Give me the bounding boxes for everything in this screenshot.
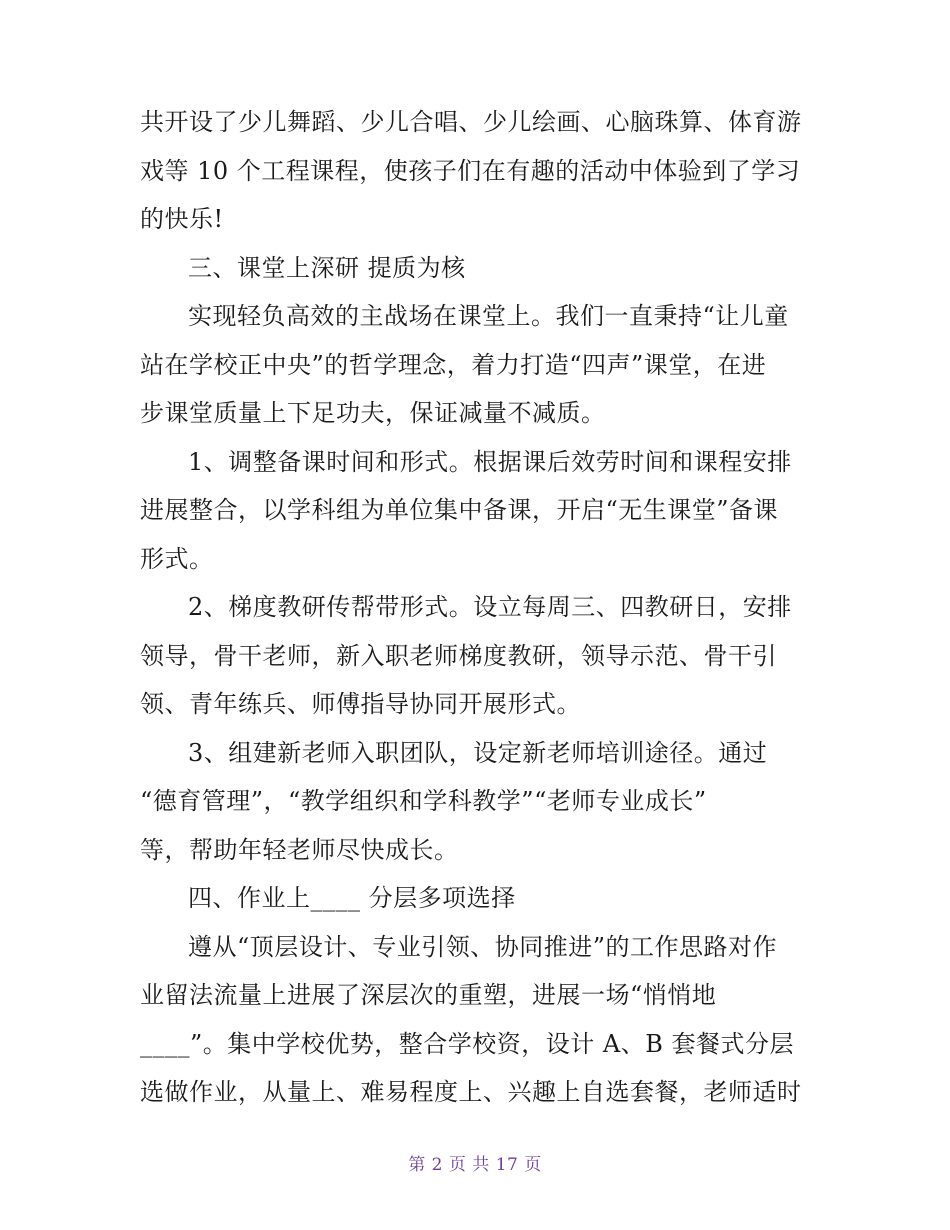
page-number-footer: 第 2 页 共 17 页 bbox=[408, 1155, 542, 1175]
text-line: 实现轻负高效的主战场在课堂上。我们一直秉持“让儿童 bbox=[188, 302, 789, 330]
text-line: 等，帮助年轻老师尽快成长。 bbox=[140, 835, 459, 864]
section-heading: 三、课堂上深研 提质为核 bbox=[188, 253, 466, 282]
text-line: 选做作业，从量上、难易程度上、兴趣上自选套餐，老师适时 bbox=[140, 1078, 802, 1106]
text-line: “德育管理”，“教学组织和学科教学”“老师专业成长” bbox=[140, 787, 707, 815]
text-line: 3、组建新老师入职团队，设定新老师培训途径。通过 bbox=[188, 738, 768, 767]
text-line: 遵从“顶层设计、专业引领、协同推进”的工作思路对作 bbox=[188, 932, 778, 961]
text-line: 形式。 bbox=[140, 544, 214, 573]
text-line: 进展整合，以学科组为单位集中备课，开启“无生课堂”备课 bbox=[140, 496, 779, 524]
section-heading: 四、作业上____ 分层多项选择 bbox=[188, 884, 516, 912]
text-line: 步课堂质量上下足功夫，保证减量不减质。 bbox=[140, 399, 606, 427]
text-line: 戏等 10 个工程课程，使孩子们在有趣的活动中体验到了学习 bbox=[140, 156, 801, 185]
text-line: 的快乐! bbox=[140, 205, 224, 233]
text-line: ____”。集中学校优势，整合学校资，设计 A、B 套餐式分层 bbox=[140, 1029, 794, 1058]
text-line: 领、青年练兵、师傅指导协同开展形式。 bbox=[140, 690, 581, 718]
body-text bbox=[140, 98, 815, 1117]
text-line: 1、调整备课时间和形式。根据课后效劳时间和课程安排 bbox=[188, 447, 792, 476]
text-line: 2、梯度教研传帮带形式。设立每周三、四教研日，安排 bbox=[188, 593, 792, 621]
text-block bbox=[140, 98, 815, 1117]
text-line: 领导，骨干老师，新入职老师梯度教研，领导示范、骨干引 bbox=[140, 641, 777, 670]
text-line: 共开设了少儿舞蹈、少儿合唱、少儿绘画、心脑珠算、体育游 bbox=[140, 108, 802, 136]
text-line: 业留法流量上进展了深层次的重塑，进展一场“悄悄地 bbox=[140, 981, 717, 1009]
text-line: 站在学校正中央”的哲学理念，着力打造“四声”课堂，在进 bbox=[140, 350, 767, 379]
